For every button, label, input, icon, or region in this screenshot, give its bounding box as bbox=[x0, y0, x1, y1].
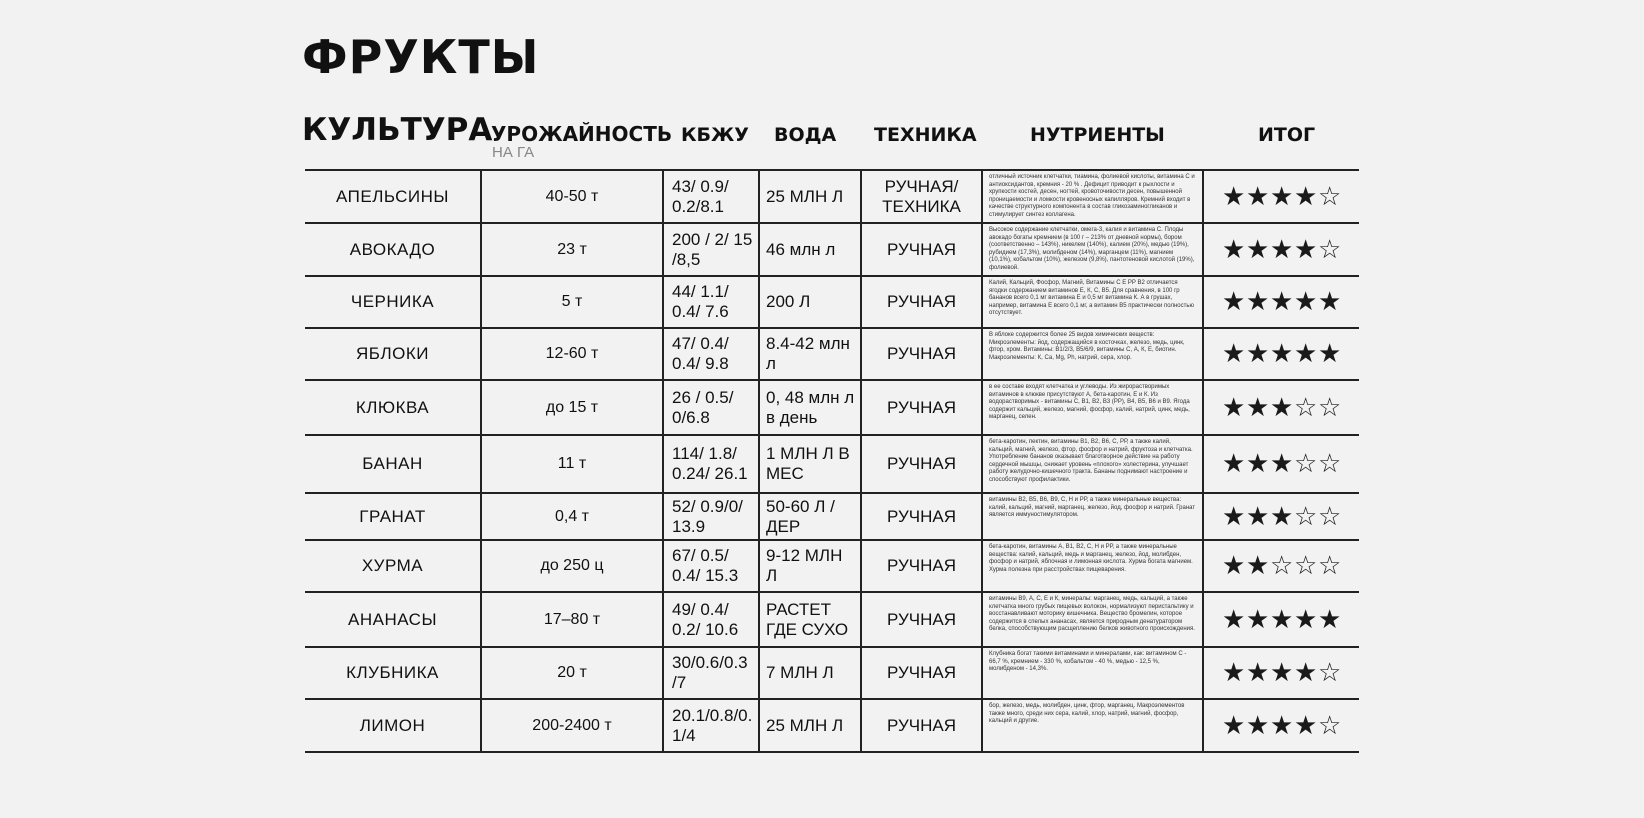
yield-cell: 40-50 т bbox=[481, 170, 663, 223]
fruit-name: АПЕЛЬСИНЫ bbox=[305, 170, 481, 223]
yield-cell: 23 т bbox=[481, 223, 663, 276]
technique-cell: РУЧНАЯ/ ТЕХНИКА bbox=[861, 170, 982, 223]
kbju-cell: 43/ 0.9/ 0.2/8.1 bbox=[663, 170, 759, 223]
technique-cell: РУЧНАЯ bbox=[861, 223, 982, 276]
kbju-cell: 47/ 0.4/ 0.4/ 9.8 bbox=[663, 328, 759, 380]
star-filled-icon: ★ bbox=[1294, 287, 1318, 317]
yield-cell: 200-2400 т bbox=[481, 699, 663, 752]
fruit-name: ЧЕРНИКА bbox=[305, 276, 481, 328]
yield-cell: 5 т bbox=[481, 276, 663, 328]
rating-cell bbox=[1203, 170, 1359, 223]
nutrients-cell: отличный источник клетчатки, тиамина, фолиевой кислоты, витамина С и антиоксидантов, кремния - 20 % . Дефицит приводит к рыхлости и хрупкости костей, десен, ногтей, кровоточивости десен, повышенной проницаемости и ломкости кровеносных капилляров. Кремний входит в качестве структурного компонента в состав гликозаминогликанов и стимулирует синтез коллагена. bbox=[982, 170, 1203, 223]
table-row bbox=[305, 380, 1359, 435]
star-filled-icon: ★ bbox=[1222, 604, 1246, 635]
table-row bbox=[305, 647, 1359, 699]
technique-cell: РУЧНАЯ bbox=[861, 699, 982, 752]
star-filled-icon: ★ bbox=[1222, 287, 1246, 317]
kbju-cell: 20.1/0.8/0. 1/4 bbox=[663, 699, 759, 752]
star-filled-icon: ★ bbox=[1222, 449, 1246, 479]
star-rating bbox=[1222, 451, 1341, 477]
yield-cell: 20 т bbox=[481, 647, 663, 699]
water-cell: 7 МЛН Л bbox=[759, 647, 861, 699]
star-rating bbox=[1222, 234, 1342, 265]
technique-cell: РУЧНАЯ bbox=[861, 592, 982, 647]
table-row bbox=[305, 699, 1359, 752]
fruit-name: ХУРМА bbox=[305, 540, 481, 592]
star-filled-icon: ★ bbox=[1270, 181, 1294, 212]
star-filled-icon: ★ bbox=[1294, 234, 1318, 265]
star-filled-icon: ★ bbox=[1294, 658, 1318, 688]
nutrients-cell: бор, железо, медь, молибден, цинк, фтор, марганец. Макроэлементов также много, среди них сера, калий, хлор, натрий, магний, фосфор, кальций и другие. bbox=[982, 699, 1203, 752]
rating-cell bbox=[1203, 540, 1359, 592]
star-filled-icon: ★ bbox=[1270, 287, 1294, 317]
rating-cell bbox=[1203, 435, 1359, 493]
star-filled-icon: ★ bbox=[1270, 501, 1294, 532]
water-cell: 1 МЛН Л В МЕС bbox=[759, 435, 861, 493]
star-filled-icon: ★ bbox=[1246, 710, 1270, 741]
star-filled-icon: ★ bbox=[1246, 501, 1270, 532]
star-filled-icon: ★ bbox=[1294, 710, 1318, 741]
table-row bbox=[305, 592, 1359, 647]
star-rating bbox=[1222, 710, 1342, 741]
nutrients-cell: Клубника богат такими витаминами и минералами, как: витамином С - 66,7 %, кремнием - 330 %, кобальтом - 40 %, медью - 12,5 %, молибденом - 14,3%. bbox=[982, 647, 1203, 699]
water-cell: 200 Л bbox=[759, 276, 861, 328]
nutrients-cell: бета-каротин, витамины А, В1, В2, С, Н и РР, а также минеральные вещества: калий, кальций, медь и марганец, железо, йод, молибден, фосфор и натрий, яблочная и лимонная кислота. Хурма богата магнием. Хурма полезна при расстройствах пищеварения. bbox=[982, 540, 1203, 592]
header-yield: УРОЖАЙНОСТЬ bbox=[491, 122, 673, 146]
star-rating bbox=[1222, 289, 1341, 315]
star-empty-icon: ☆ bbox=[1318, 501, 1342, 532]
yield-cell: 11 т bbox=[481, 435, 663, 493]
yield-cell: 17–80 т bbox=[481, 592, 663, 647]
water-cell: 25 МЛН Л bbox=[759, 699, 861, 752]
table-row bbox=[305, 170, 1359, 223]
kbju-cell: 44/ 1.1/ 0.4/ 7.6 bbox=[663, 276, 759, 328]
water-cell: 0, 48 млн л в день bbox=[759, 380, 861, 435]
star-filled-icon: ★ bbox=[1222, 181, 1246, 212]
star-filled-icon: ★ bbox=[1318, 339, 1342, 369]
star-filled-icon: ★ bbox=[1294, 604, 1318, 635]
rating-cell bbox=[1203, 223, 1359, 276]
technique-cell: РУЧНАЯ bbox=[861, 540, 982, 592]
fruit-name: ЯБЛОКИ bbox=[305, 328, 481, 380]
star-empty-icon: ☆ bbox=[1318, 449, 1342, 479]
star-rating bbox=[1222, 341, 1341, 367]
star-empty-icon: ☆ bbox=[1294, 449, 1318, 479]
star-filled-icon: ★ bbox=[1246, 658, 1270, 688]
technique-cell: РУЧНАЯ bbox=[861, 435, 982, 493]
table-row bbox=[305, 493, 1359, 540]
fruit-name: БАНАН bbox=[305, 435, 481, 493]
table-row bbox=[305, 328, 1359, 380]
kbju-cell: 49/ 0.4/ 0.2/ 10.6 bbox=[663, 592, 759, 647]
star-filled-icon: ★ bbox=[1270, 710, 1294, 741]
star-empty-icon: ☆ bbox=[1294, 501, 1318, 532]
star-filled-icon: ★ bbox=[1246, 339, 1270, 369]
star-filled-icon: ★ bbox=[1222, 658, 1246, 688]
header-nutrients: НУТРИЕНТЫ bbox=[1030, 124, 1165, 146]
header-yield-subtitle: НА ГА bbox=[492, 144, 535, 161]
star-filled-icon: ★ bbox=[1246, 604, 1270, 635]
nutrients-cell: В яблоке содержится более 25 видов химических веществ: Микроэлементы: йод, содержащийся в косточках, железо, медь, цинк, фтор, хром. Витамины: B1/2/3, B5/6/9, витамины С, А, К, Е, биотин. Макроэлементы: К, Са, Mg, Ph, натрий, сера, хлор. bbox=[982, 328, 1203, 380]
table-row bbox=[305, 223, 1359, 276]
star-filled-icon: ★ bbox=[1318, 604, 1342, 635]
technique-cell: РУЧНАЯ bbox=[861, 647, 982, 699]
nutrients-cell: бета-каротин, пектин, витамины В1, В2, В6, С, РР, а также калий, кальций, магний, железо, фтор, фосфор и натрий, фруктоза и клетчатка. Употребление бананов оказывает благотворное действие на работу сердечной мышцы, снижает уровень «плохого» холестерина, улучшает работу желудочно-кишечного тракта. Бананы поднимают настроение и способствуют профилактики. bbox=[982, 435, 1203, 493]
kbju-cell: 67/ 0.5/ 0.4/ 15.3 bbox=[663, 540, 759, 592]
star-filled-icon: ★ bbox=[1294, 339, 1318, 369]
water-cell: РАСТЕТ ГДЕ СУХО bbox=[759, 592, 861, 647]
kbju-cell: 114/ 1.8/ 0.24/ 26.1 bbox=[663, 435, 759, 493]
star-rating bbox=[1222, 392, 1342, 423]
rating-cell bbox=[1203, 380, 1359, 435]
water-cell: 50-60 Л /ДЕР bbox=[759, 493, 861, 540]
star-empty-icon: ☆ bbox=[1294, 392, 1318, 423]
star-empty-icon: ☆ bbox=[1318, 392, 1342, 423]
nutrients-cell: витамины В2, В5, В6, В9, С, Н и РР, а также минеральные вещества: калий, кальций, магний, марганец, железо, йод, фосфор и натрий. Гранат является иммуностимулятором. bbox=[982, 493, 1203, 540]
page-title: ФРУКТЫ bbox=[302, 30, 540, 84]
header-kbju: КБЖУ bbox=[681, 124, 749, 146]
star-filled-icon: ★ bbox=[1246, 287, 1270, 317]
star-empty-icon: ☆ bbox=[1318, 234, 1342, 265]
nutrients-cell: Высокое содержание клетчатки, омега-3, калия и витамина С. Плоды авокадо богаты кремнием (в 100 г – 213% от дневной нормы), бором (соответственно – 143%), никелем (140%), калием (20%), медью (19%), рубидием (17,3%), молибденом (14%), марганцем (11%), магнием (10,1%), кобальтом (10%), железом (9,8%), пантотеновой кислотой (19%), фолиевой. bbox=[982, 223, 1203, 276]
fruit-name: КЛЮКВА bbox=[305, 380, 481, 435]
water-cell: 9-12 МЛН Л bbox=[759, 540, 861, 592]
header-technique: ТЕХНИКА bbox=[874, 124, 977, 146]
fruit-name: ГРАНАТ bbox=[305, 493, 481, 540]
technique-cell: РУЧНАЯ bbox=[861, 380, 982, 435]
yield-cell: до 15 т bbox=[481, 380, 663, 435]
star-filled-icon: ★ bbox=[1294, 181, 1318, 212]
table-row bbox=[305, 435, 1359, 493]
yield-cell: 12-60 т bbox=[481, 328, 663, 380]
fruits-table bbox=[305, 169, 1359, 753]
star-filled-icon: ★ bbox=[1222, 710, 1246, 741]
star-filled-icon: ★ bbox=[1246, 551, 1270, 581]
table-row bbox=[305, 276, 1359, 328]
star-rating bbox=[1222, 181, 1342, 212]
star-filled-icon: ★ bbox=[1318, 287, 1342, 317]
nutrients-cell: витамины В9, А, С, Е и К, минералы: марганец, медь, кальций, а также клетчатка много грубых пищевых волокон, нормализуют перистальтику и восстанавливают моторику кишечника. Вещество бромелин, которое содержится в спелых ананасах, является природным денатуратором белка, способствующим расщеплению белков животного происхождения. bbox=[982, 592, 1203, 647]
table-row bbox=[305, 540, 1359, 592]
fruit-name: АВОКАДО bbox=[305, 223, 481, 276]
star-filled-icon: ★ bbox=[1270, 449, 1294, 479]
star-empty-icon: ☆ bbox=[1318, 658, 1342, 688]
star-filled-icon: ★ bbox=[1222, 392, 1246, 423]
nutrients-cell: Калий, Кальций, Фосфор, Магний, Витамины С Е PP B2 отличается ягодки содержанием витаминов Е, К, С, В5. Для сравнения, в 100 гр бананов всего 0,1 мг витамина Е и 0,5 мг витамина К. А в грушах, например, витамина Е всего 0,1 мг, а витамин B5 практически полностью отсутствует. bbox=[982, 276, 1203, 328]
fruit-name: АНАНАСЫ bbox=[305, 592, 481, 647]
technique-cell: РУЧНАЯ bbox=[861, 493, 982, 540]
star-filled-icon: ★ bbox=[1246, 392, 1270, 423]
water-cell: 25 МЛН Л bbox=[759, 170, 861, 223]
star-rating bbox=[1222, 604, 1342, 635]
star-filled-icon: ★ bbox=[1246, 181, 1270, 212]
star-filled-icon: ★ bbox=[1270, 392, 1294, 423]
rating-cell bbox=[1203, 592, 1359, 647]
star-rating bbox=[1222, 553, 1341, 579]
kbju-cell: 200 / 2/ 15 /8,5 bbox=[663, 223, 759, 276]
header-water: ВОДА bbox=[774, 124, 837, 146]
water-cell: 46 млн л bbox=[759, 223, 861, 276]
star-filled-icon: ★ bbox=[1270, 604, 1294, 635]
star-filled-icon: ★ bbox=[1222, 234, 1246, 265]
fruit-name: ЛИМОН bbox=[305, 699, 481, 752]
rating-cell bbox=[1203, 276, 1359, 328]
star-filled-icon: ★ bbox=[1270, 658, 1294, 688]
star-rating bbox=[1222, 660, 1341, 686]
header-culture: КУЛЬТУРА bbox=[302, 112, 493, 148]
star-filled-icon: ★ bbox=[1222, 551, 1246, 581]
star-empty-icon: ☆ bbox=[1270, 551, 1294, 581]
yield-cell: 0,4 т bbox=[481, 493, 663, 540]
star-empty-icon: ☆ bbox=[1294, 551, 1318, 581]
star-filled-icon: ★ bbox=[1222, 339, 1246, 369]
star-empty-icon: ☆ bbox=[1318, 710, 1342, 741]
rating-cell bbox=[1203, 493, 1359, 540]
rating-cell bbox=[1203, 699, 1359, 752]
star-filled-icon: ★ bbox=[1222, 501, 1246, 532]
rating-cell bbox=[1203, 328, 1359, 380]
technique-cell: РУЧНАЯ bbox=[861, 276, 982, 328]
star-filled-icon: ★ bbox=[1270, 234, 1294, 265]
fruit-name: КЛУБНИКА bbox=[305, 647, 481, 699]
header-total: ИТОГ bbox=[1258, 124, 1316, 146]
star-filled-icon: ★ bbox=[1246, 449, 1270, 479]
technique-cell: РУЧНАЯ bbox=[861, 328, 982, 380]
kbju-cell: 52/ 0.9/0/ 13.9 bbox=[663, 493, 759, 540]
star-filled-icon: ★ bbox=[1246, 234, 1270, 265]
kbju-cell: 26 / 0.5/ 0/6.8 bbox=[663, 380, 759, 435]
rating-cell bbox=[1203, 647, 1359, 699]
star-rating bbox=[1222, 501, 1342, 532]
yield-cell: до 250 ц bbox=[481, 540, 663, 592]
star-filled-icon: ★ bbox=[1270, 339, 1294, 369]
water-cell: 8.4-42 млн л bbox=[759, 328, 861, 380]
star-empty-icon: ☆ bbox=[1318, 181, 1342, 212]
nutrients-cell: в ее составе входят клетчатка и углеводы. Из жирорастворимых витаминов в клюкве присутствуют А, бета-каротин, Е и К. Из водорастворимых - витамины С, В1, В2, В3 (РР), В4, В5, В6 и В9. Ягода содержит кальций, железо, магний, фосфор, калий, натрий, цинк, медь, марганец, селен. bbox=[982, 380, 1203, 435]
star-empty-icon: ☆ bbox=[1318, 551, 1342, 581]
kbju-cell: 30/0.6/0.3 /7 bbox=[663, 647, 759, 699]
